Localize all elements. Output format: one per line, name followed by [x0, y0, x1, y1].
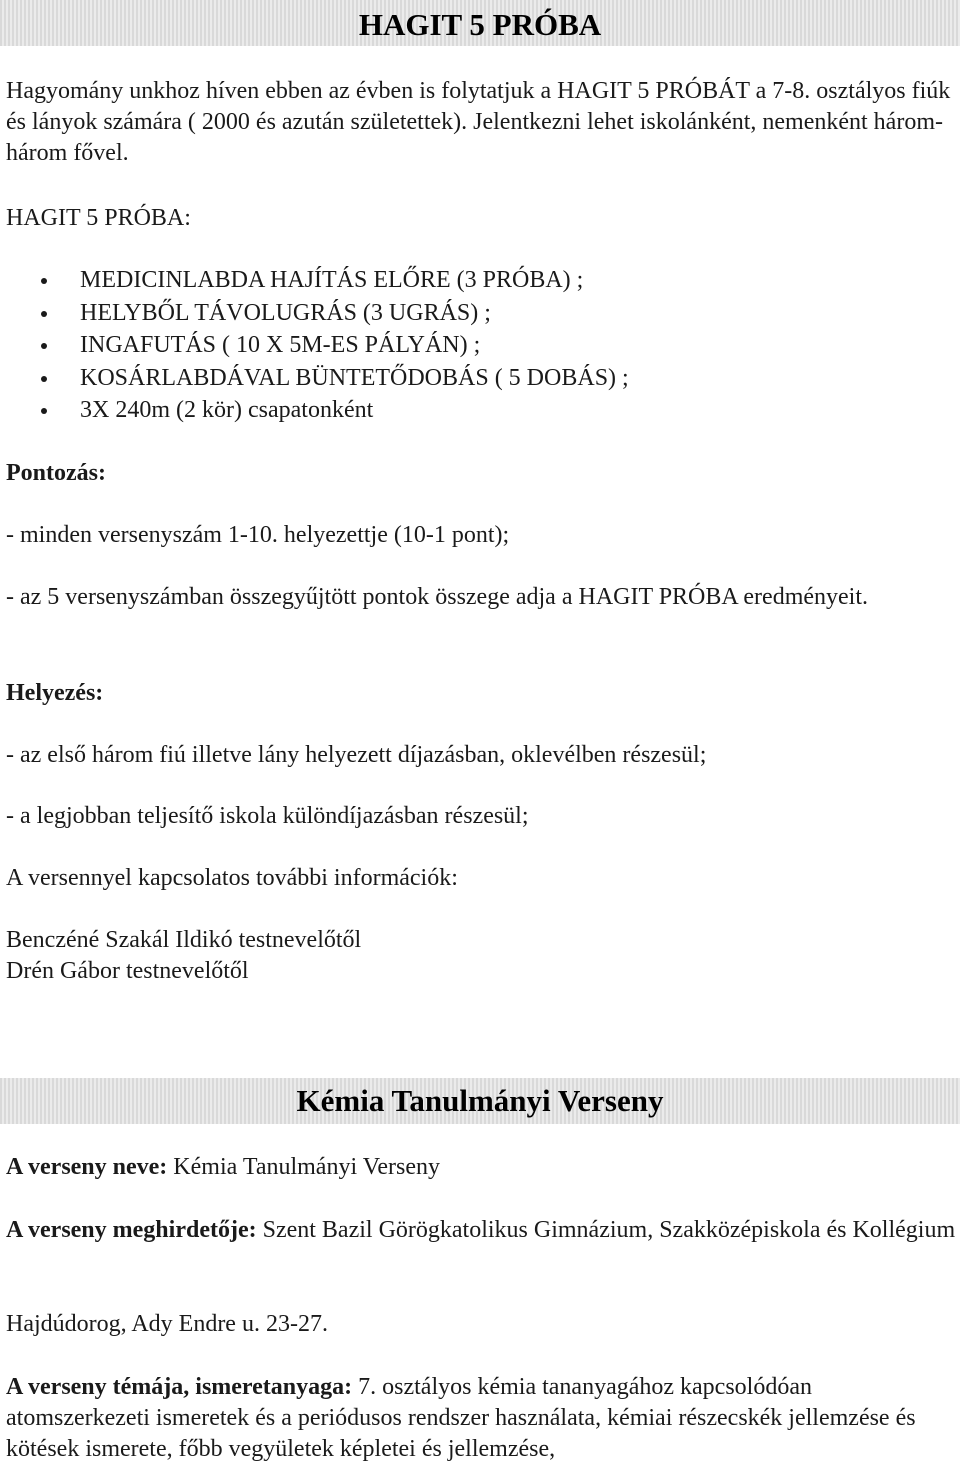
placing-line-1: - az első három fiú illetve lány helyezett díjazásban, oklevélben részesül; — [6, 742, 707, 768]
scoring-line-1: - minden versenyszám 1-10. helyezettje (10-1 pont); — [6, 522, 510, 548]
contact-line-1: Benczéné Szakál Ildikó testnevelőtől — [6, 927, 362, 953]
scoring-line-2: - az 5 versenyszámban összegyűjtött pontok összege adja a HAGIT PRÓBA eredményeit. — [6, 584, 869, 610]
competition-name-label: A verseny neve: — [6, 1154, 168, 1180]
organizer-value: Szent Bazil Görögkatolikus Gimnázium, Szakközépiskola és Kollégium — [256, 1217, 956, 1243]
section-title-hagit: HAGIT 5 PRÓBA — [0, 0, 960, 46]
organizer-address: Hajdúdorog, Ady Endre u. 23-27. — [6, 1311, 328, 1337]
list-item: 3X 240m (2 kör) csapatonként — [0, 394, 629, 427]
intro-paragraph: Hagyomány unkhoz híven ebben az évben is folytatjuk a HAGIT 5 PRÓBÁT a 7-8. osztályos fiúk és lányok számára ( 2000 és azután születettek). Jelentkezni lehet iskolánként, nemenként három-három fővel. — [6, 78, 951, 166]
contact-line-2: Drén Gábor testnevelőtől — [6, 958, 249, 984]
list-item: HELYBŐL TÁVOLUGRÁS (3 UGRÁS) ; — [0, 297, 629, 330]
section-title-kemia: Kémia Tanulmányi Verseny — [0, 1078, 960, 1124]
competition-name — [6, 1152, 956, 1183]
placing-line-2: - a legjobban teljesítő iskola különdíjazásban részesül; — [6, 803, 529, 829]
competition-topic — [6, 1372, 956, 1465]
organizer-label: A verseny meghirdetője: — [6, 1217, 257, 1243]
topic-value: 7. osztályos kémia tananyagához kapcsolódóan atomszerkezeti ismeretek és a periódusos rendszer használata, kémiai részecskék jellemzése és kötések ismerete, főbb vegyületek képletei és jellemzése, — [6, 1374, 916, 1462]
info-line: A versennyel kapcsolatos további információk: — [6, 865, 458, 891]
placing-heading: Helyezés: — [6, 680, 104, 706]
competition-organizer — [6, 1215, 956, 1246]
topic-label: A verseny témája, ismeretanyaga: — [6, 1374, 353, 1400]
scoring-heading: Pontozás: — [6, 460, 106, 486]
list-item: KOSÁRLABDÁVAL BÜNTETŐDOBÁS ( 5 DOBÁS) ; — [0, 362, 629, 395]
list-item: INGAFUTÁS ( 10 X 5M-ES PÁLYÁN) ; — [0, 329, 629, 362]
list-title: HAGIT 5 PRÓBA: — [6, 205, 191, 231]
list-item: MEDICINLABDA HAJÍTÁS ELŐRE (3 PRÓBA) ; — [0, 264, 629, 297]
event-list — [0, 264, 629, 427]
competition-name-value: Kémia Tanulmányi Verseny — [167, 1154, 441, 1180]
